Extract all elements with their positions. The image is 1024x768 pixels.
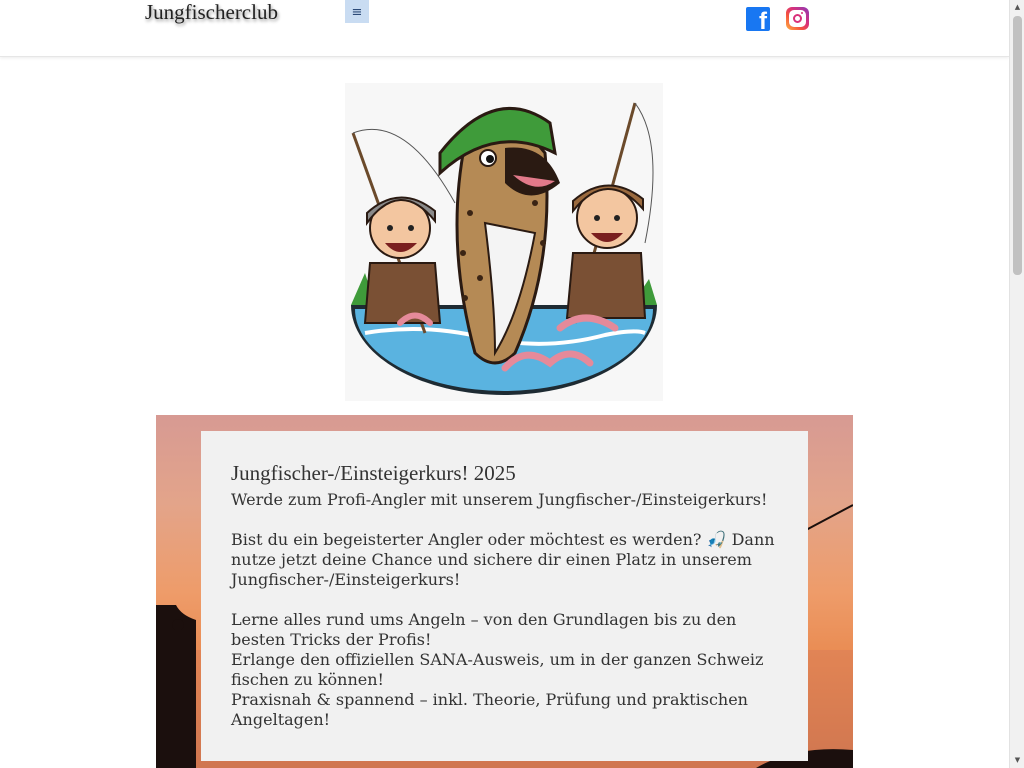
course-intro: Bist du ein begeisterter Angler oder möchtest es werden? 🎣 Dann nutze jetzt deine Chance und sichere dir einen Platz in unserem Jungfischer-/Einsteigerkurs! xyxy=(231,530,775,589)
scroll-down-arrow-icon[interactable]: ▼ xyxy=(1014,756,1021,764)
site-header xyxy=(0,0,1009,57)
course-subtitle: Werde zum Profi-Angler mit unserem Jungfischer-/Einsteigerkurs! xyxy=(231,490,768,509)
scroll-up-arrow-icon[interactable]: ▲ xyxy=(1014,3,1021,11)
facebook-icon[interactable]: f xyxy=(746,7,770,31)
menu-toggle-button[interactable]: ≡ xyxy=(345,0,369,23)
course-bullet: Erlange den offiziellen SANA-Ausweis, um in der ganzen Schweiz fischen zu können! xyxy=(231,650,764,689)
site-brand[interactable]: Jungfischerclub xyxy=(145,0,278,24)
course-bullet: Lerne alles rund ums Angeln – von den Grundlagen bis zu den besten Tricks der Profis! xyxy=(231,610,737,649)
course-title: Jungfischer-/Einsteigerkurs! 2025 xyxy=(231,461,516,485)
fish-logo-illustration xyxy=(345,83,663,401)
course-bullet: Praxisnah & spannend – inkl. Theorie, Prüfung und praktischen Angeltagen! xyxy=(231,690,748,729)
club-logo xyxy=(345,83,663,401)
vertical-scrollbar[interactable] xyxy=(1009,0,1024,768)
instagram-icon[interactable] xyxy=(786,7,809,30)
course-info-card xyxy=(201,431,808,761)
scrollbar-thumb[interactable] xyxy=(1013,16,1022,275)
